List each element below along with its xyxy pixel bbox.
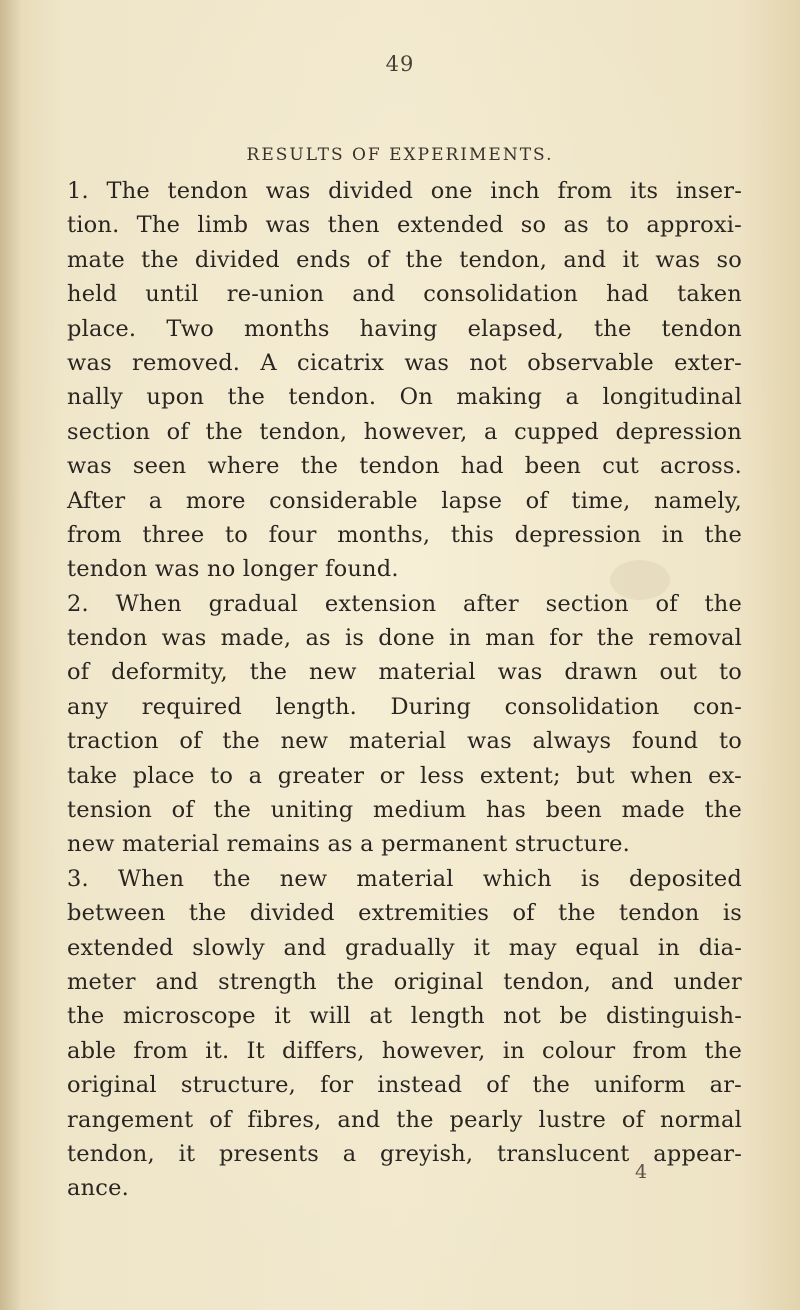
text-line: the microscope it will at length not be distinguish- (67, 1003, 742, 1030)
text-line: new material remains as a permanent structure. (67, 831, 631, 858)
text-line: traction of the new material was always found to (67, 728, 742, 755)
text-line: 1. The tendon was divided one inch from its inser- (67, 178, 742, 204)
page-number: 49 (385, 52, 415, 76)
text-line: tension of the uniting medium has been made the (67, 797, 742, 824)
text-line: any required length. During consolidation con- (67, 693, 742, 720)
text-line: meter and strength the original tendon, and under (67, 968, 742, 995)
running-head: RESULTS OF EXPERIMENTS. (246, 145, 554, 165)
text-line: tendon was made, as is done in man for the removal (67, 625, 742, 652)
text-line: section of the tendon, however, a cupped depression (67, 418, 742, 445)
body-text (67, 174, 742, 1206)
text-line: held until re-union and consolidation had taken (67, 281, 742, 308)
text-line: After a more considerable lapse of time, namely, (67, 487, 742, 514)
text-line: ance. (67, 1175, 129, 1202)
text-line: was seen where the tendon had been cut across. (67, 453, 742, 480)
text-line: extended slowly and gradually it may equal in dia- (67, 934, 742, 961)
text-line: place. Two months having elapsed, the tendon (67, 315, 742, 342)
text-line: rangement of fibres, and the pearly lustre of normal (67, 1106, 742, 1133)
text-line: tendon was no longer found. (67, 556, 399, 583)
text-line: of deformity, the new material was drawn out to (67, 659, 742, 686)
signature-mark: 4 (635, 1161, 648, 1183)
text-line: was removed. A cicatrix was not observable exter- (67, 349, 742, 376)
text-line: able from it. It differs, however, in colour from the (67, 1037, 742, 1064)
text-line: tendon, it presents a greyish, translucent appear- (67, 1140, 742, 1167)
text-line: tion. The limb was then extended so as to approxi- (67, 212, 742, 239)
text-line: from three to four months, this depression in the (67, 521, 742, 548)
text-line: take place to a greater or less extent; but when ex- (67, 762, 742, 789)
page-gutter-shadow (0, 0, 22, 1310)
text-line: 2. When gradual extension after section of the (67, 590, 742, 617)
text-line: original structure, for instead of the uniform ar- (67, 1072, 742, 1099)
text-line: 3. When the new material which is deposited (67, 865, 742, 892)
text-line: nally upon the tendon. On making a longitudinal (67, 384, 742, 411)
text-line: mate the divided ends of the tendon, and it was so (67, 246, 742, 273)
text-line: between the divided extremities of the tendon is (67, 900, 742, 927)
